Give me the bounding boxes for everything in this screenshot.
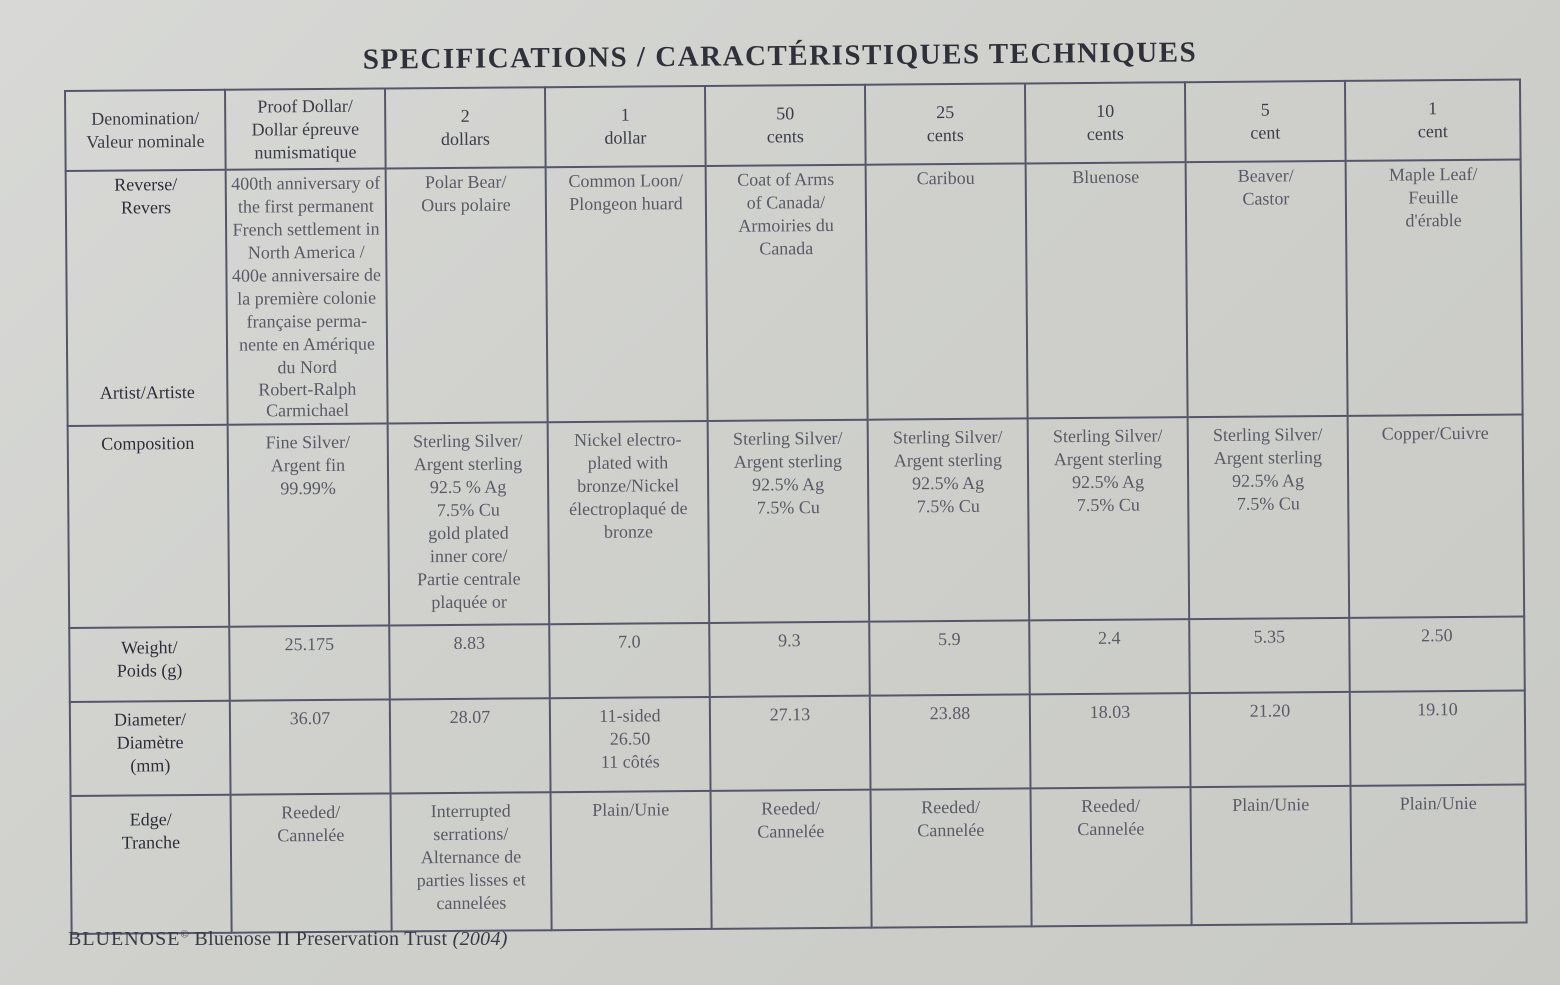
cell-line: cannelées [436,892,507,914]
cell-line: dollar [604,127,647,148]
cell-line: Sterling Silver/ [732,427,843,449]
copyright-footer [68,928,508,951]
cell-reverse [226,168,388,424]
cell-line: Reeded/ [281,801,341,823]
cell-line: la première colonie [237,287,377,309]
cell-line: French settlement in [232,218,380,240]
cell-diameter [550,697,711,792]
cell-line: Caribou [916,167,975,189]
cell-line: parties lisses et [416,869,526,891]
cell-line: Plain/Unie [1399,792,1477,814]
cell-diameter [1350,691,1526,786]
cell-line: bronze [603,521,654,542]
cell-edge [1031,787,1192,926]
cell-line: cents [1086,123,1124,144]
header-line: Revers [120,197,171,218]
cell-denomination [1025,82,1186,163]
cell-denomination [545,86,706,167]
cell-line: Plain/Unie [592,799,670,820]
cell-line: Canada [759,238,814,259]
cell-line: 92.5% Ag [1232,470,1305,491]
cell-line: Cannelée [917,819,985,841]
header-line: Valeur nominale [86,130,205,152]
cell-line: Coat of Arms [737,168,835,190]
cell-line: 19.10 [1417,699,1458,720]
cell-line: 92.5% Ag [752,474,825,495]
row-header-artist: Artist/Artiste [99,381,195,403]
reverse-row [66,160,1523,426]
header-line: (mm) [130,755,171,776]
cell-line: inner core/ [429,545,508,567]
cell-line: Sterling Silver/ [412,430,523,452]
cell-line: Cannelée [757,821,825,842]
cell-composition [1188,416,1350,619]
cell-line: du Nord [277,356,338,378]
cell-line: Sterling Silver/ [1212,424,1323,445]
row-header-weight [69,627,230,702]
cell-line: Ours polaire [421,194,511,216]
cell-line: Robert-Ralph [258,378,357,400]
cell-diameter [230,699,391,794]
cell-weight: 7.0 [549,623,710,698]
cell-line: plaquée or [431,591,507,613]
composition-row [68,415,1525,628]
cell-composition [548,421,710,624]
cell-line: électroplaqué de [569,498,688,520]
cell-reverse [386,167,548,423]
cell-line: numismatique [254,141,357,163]
cell-line: Reeded/ [1081,795,1141,817]
weight-row [69,617,1525,702]
cell-line: Carmichael [265,399,350,421]
header-line: Weight/ [121,637,178,658]
cell-line: plated with [587,452,669,473]
cell-line: Common Loon/ [568,170,684,192]
cell-line: 10 [1096,100,1115,121]
cell-weight: 5.35 [1189,618,1350,693]
cell-line: serrations/ [433,823,509,845]
cell-composition [708,420,870,623]
cell-line: Bluenose [1072,166,1140,188]
cell-denomination [225,88,386,169]
cell-denomination [1345,80,1521,161]
cell-line: Maple Leaf/ [1388,163,1478,185]
cell-diameter [1030,693,1191,788]
cell-line: 50 [776,103,795,124]
cell-diameter [1190,692,1351,787]
cell-line: 7.5% Cu [1076,494,1140,516]
cell-diameter [870,694,1031,789]
copyright-mark: © [180,928,190,941]
cell-line: Reeded/ [761,798,821,819]
cell-line: 25 [936,102,955,123]
cell-edge [871,788,1032,927]
cell-composition [1348,415,1525,618]
cell-line: Armoiries du [738,214,834,236]
cell-line: Argent sterling [1053,448,1163,470]
cell-weight: 9.3 [709,622,870,697]
cell-edge [1351,785,1527,924]
cell-line: 26.50 [609,728,651,749]
header-line: Tranche [121,832,181,853]
cell-denomination [1185,81,1346,162]
cell-weight: 2.50 [1349,617,1525,692]
cell-weight: 2.4 [1029,619,1190,694]
cell-line: 18.03 [1089,701,1131,722]
cell-line: Alternance de [420,846,522,868]
row-header-edge [71,795,232,934]
header-line: Diamètre [116,732,184,753]
cell-composition [228,423,390,626]
cell-line: 7.5% Cu [1236,493,1300,514]
cell-line: française perma- [246,310,368,332]
cell-denomination [865,83,1026,164]
cell-diameter [710,696,871,791]
cell-line: cent [1417,121,1448,142]
cell-line: Polar Bear/ [424,171,507,193]
cell-denomination [385,87,546,168]
cell-line: 92.5 % Ag [429,476,507,498]
cell-reverse [866,163,1028,419]
cell-line: Cannelée [1077,818,1145,840]
cell-line: Partie centrale [417,568,521,590]
cell-line: 28.07 [449,706,491,727]
cell-line: Argent sterling [1213,447,1323,468]
footer-year: (2004) [452,928,508,950]
cell-diameter [390,698,551,793]
cell-reverse [546,166,708,422]
cell-line: Fine Silver/ [265,431,351,453]
cell-line: 21.20 [1249,700,1291,721]
cell-line: Reeded/ [921,796,981,818]
cell-line: Nickel electro- [573,429,682,451]
cell-edge [231,793,392,932]
cell-reverse [1186,161,1348,417]
cell-edge [551,791,712,930]
cell-line: Interrupted [430,800,511,822]
cell-line: 5 [1260,99,1270,120]
cell-line: 7.5% Cu [916,495,980,517]
edge-row [71,785,1527,934]
cell-line: Argent sterling [893,449,1003,471]
page-title: SPECIFICATIONS / CARACTÉRISTIQUES TECHNIQUES [362,36,1198,76]
denomination-row [65,80,1521,171]
cell-line: dollars [440,128,490,150]
cell-line: bronze/Nickel [577,475,680,496]
cell-edge [391,792,552,931]
cell-denomination [705,85,866,166]
header-line: Denomination/ [91,107,200,129]
cell-line: 1 [620,104,630,125]
specifications-table [64,79,1528,935]
row-header-denomination [65,90,226,171]
cell-line: cents [926,124,964,146]
cell-line: Beaver/ [1237,165,1294,186]
cell-weight: 5.9 [869,620,1030,695]
cell-line: 92.5% Ag [1072,471,1145,493]
cell-weight: 8.83 [389,624,550,699]
cell-line: Proof Dollar/ [257,95,353,116]
header-line: Poids (g) [116,660,183,681]
cell-line: Sterling Silver/ [892,426,1003,448]
cell-line: North America / [247,241,365,263]
cell-line: Dollar épreuve [251,118,360,140]
cell-reverse [706,165,868,421]
footer-brand: BLUENOSE [68,928,181,950]
cell-line: Feuille [1408,187,1459,208]
cell-line: Cannelée [277,824,345,846]
cell-composition [1028,417,1190,620]
row-header-diameter [70,701,231,796]
cell-line: Plongeon huard [569,193,683,215]
cell-line: 92.5% Ag [912,472,985,494]
cell-line: 27.13 [769,704,811,725]
cell-line: Argent fin [270,454,346,476]
diameter-row [70,691,1526,796]
cell-line: d'érable [1405,210,1462,231]
cell-weight: 25.175 [229,625,390,700]
header-line: Edge/ [129,809,172,830]
cell-line: 1 [1428,98,1438,119]
cell-line: Argent sterling [733,450,843,472]
cell-line: nente en Amérique [238,333,376,355]
cell-reverse [1346,160,1523,416]
cell-line: 400th anniversary of [231,172,381,194]
cell-line: Copper/Cuivre [1381,422,1489,444]
cell-line: the first permanent [237,195,374,217]
cell-line: cent [1250,122,1281,143]
row-header-reverse [66,170,228,426]
cell-line: 36.07 [289,707,331,729]
row-header-composition: Composition [68,425,230,628]
cell-line: 7.5% Cu [756,497,820,518]
cell-line: Argent sterling [413,453,523,475]
cell-reverse [1026,162,1188,418]
cell-line: cents [766,126,804,147]
cell-edge [1191,786,1352,925]
cell-line: 400e anniversaire de [231,264,382,286]
cell-line: Plain/Unie [1232,794,1310,815]
cell-line: Sterling Silver/ [1052,425,1163,447]
cell-line: 11-sided [599,705,661,726]
cell-line: 99.99% [280,477,336,499]
header-line: Reverse/ [114,174,178,195]
header-line: Diameter/ [113,709,187,730]
footer-owner: Bluenose II Preservation Trust [189,928,453,950]
cell-line: Castor [1242,188,1290,209]
cell-composition [388,422,550,625]
cell-line: of Canada/ [746,192,826,213]
cell-line: 7.5% Cu [436,499,500,521]
cell-line: 23.88 [929,702,971,724]
cell-line: gold plated [428,522,509,544]
cell-edge [711,790,872,929]
cell-composition [868,418,1030,621]
cell-artist [231,379,383,422]
cell-line: 2 [460,105,470,126]
cell-line: 11 côtés [600,751,660,772]
